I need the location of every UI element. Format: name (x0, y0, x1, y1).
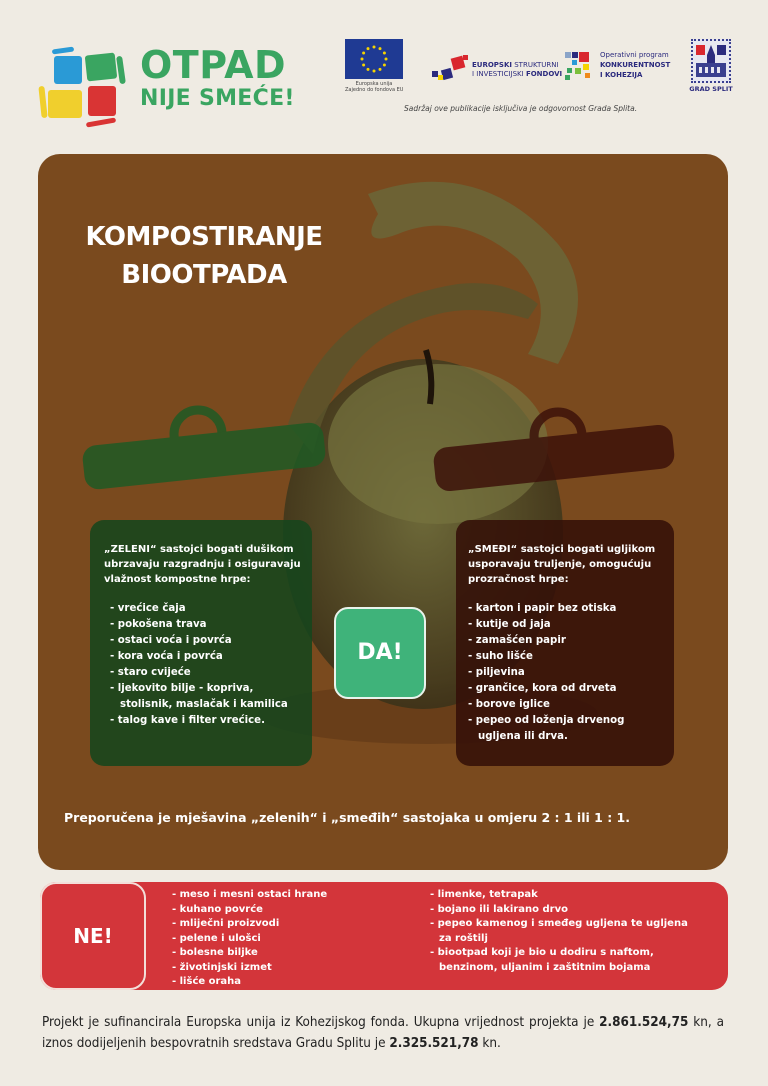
green-intro: „ZELENI“ sastojci bogati dušikom ubrzavaju razgradnju i osiguravaju vlažnost kompostne hrpe: (104, 544, 301, 585)
funding-statement (42, 1012, 724, 1054)
title-line-1: KOMPOSTIRANJE (85, 222, 323, 252)
footer-text-1: Projekt je sufinancirala Europska unija iz Kohezijskog fonda. Ukupna vrijednost projekta je (42, 1015, 600, 1030)
list-item: - zamašćen papir (468, 635, 566, 646)
list-item: - limenke, tetrapak (430, 889, 538, 900)
list-item: - bolesne biljke (172, 947, 258, 958)
opkk-line-1: Operativni program (600, 51, 669, 59)
yes-badge: DA! (334, 607, 426, 699)
esif-rest-1: STRUKTURNI (512, 61, 559, 69)
not-allowed-section (40, 882, 728, 990)
recycling-bins-icon (38, 36, 136, 128)
opkk-squares-icon (563, 50, 597, 82)
list-item-continuation: za roštilj (439, 932, 488, 944)
list-item: - meso i mesni ostaci hrane (172, 889, 328, 900)
grant-value: 2.325.521,78 (389, 1036, 479, 1051)
list-item: - životinjski izmet (172, 961, 272, 973)
list-item (430, 932, 688, 947)
list-item: - grančice, kora od drveta (468, 683, 617, 694)
opkk-line-2: KONKURENTNOST (600, 61, 671, 69)
esif-rest-2: I INVESTICIJSKI (472, 70, 526, 78)
brown-intro: „SMEĐI“ sastojci bogati ugljikom usporavaju truljenje, omogućuju prozračnost hrpe: (468, 544, 656, 585)
split-coat-of-arms-icon (691, 39, 731, 83)
list-item: - pepeo kamenog i smeđeg ugljena te ugljena (430, 918, 688, 929)
esif-squares-icon (430, 55, 470, 85)
opkk-line-3: I KOHEZIJA (600, 71, 643, 79)
composting-panel (38, 154, 728, 870)
list-item: - pokošena trava (110, 619, 207, 630)
list-item (430, 961, 688, 976)
list-item: - bojano ili lakirano drvo (430, 903, 568, 915)
list-item: - kora voća i povrća (110, 651, 223, 662)
list-item (468, 729, 664, 745)
green-ingredients-box (90, 520, 312, 766)
esif-bold-2: FONDOVI (525, 70, 563, 78)
footer-text-3: kn. (478, 1036, 501, 1051)
list-item: - lišće oraha (172, 976, 242, 987)
esif-bold-1: EUROPSKI (472, 61, 513, 69)
not-allowed-list-1 (172, 888, 327, 990)
list-item: - talog kave i filter vrećice. (110, 715, 265, 726)
list-item: - kutije od jaja (468, 619, 551, 630)
list-item: - piljevina (468, 667, 525, 678)
list-item: - mliječni proizvodi (172, 918, 280, 929)
mix-recommendation: Preporučena je mješavina „zelenih“ i „smeđih“ sastojaka u omjeru 2 : 1 ili 1 : 1. (64, 810, 630, 825)
logo-wordmark (140, 44, 295, 112)
logo-line-2: NIJE SMEĆE! (140, 86, 295, 111)
list-item-continuation: stolisnik, maslačak i kamilica (120, 699, 288, 710)
list-item (104, 697, 302, 713)
opkk-logo (563, 50, 683, 86)
list-item: - staro cvijeće (110, 667, 191, 678)
list-item: - biootpad koji je bio u dodiru s naftom, (430, 947, 654, 958)
page-title (74, 218, 334, 294)
eu-flag-icon (345, 39, 403, 79)
no-badge: NE! (40, 882, 146, 990)
not-allowed-list-2 (430, 888, 688, 975)
grad-split-logo (689, 39, 733, 97)
disclaimer: Sadržaj ove publikacije isključiva je odgovornost Grada Splita. (404, 104, 638, 113)
title-line-2: BIOOTPADA (121, 260, 287, 290)
esif-logo (430, 55, 563, 85)
eu-caption-line-2: Zajedno do fondova EU (345, 87, 404, 93)
brown-ingredients-list (468, 601, 664, 745)
list-item-continuation: benzinom, uljanim i zaštitnim bojama (439, 961, 651, 973)
footer-text-2: kn, a iznos dodijeljenih bespovratnih sredstava Gradu Splitu je (42, 1015, 724, 1051)
list-item: - pelene i ulošci (172, 932, 261, 944)
list-item: - vrećice čaja (110, 603, 186, 614)
split-caption: GRAD SPLIT (689, 85, 733, 93)
opkk-text (600, 50, 670, 80)
list-item: - ljekovito bilje - kopriva, (110, 683, 254, 694)
eu-caption-line-1: Europska unija (355, 81, 393, 87)
otpad-nije-smece-logo (38, 36, 308, 128)
brown-ingredients-box (456, 520, 674, 766)
eu-caption (345, 81, 403, 93)
list-item: - borove iglice (468, 699, 550, 710)
project-total-value: 2.861.524,75 (599, 1015, 689, 1030)
list-item: - pepeo od loženja drvenog (468, 715, 625, 726)
logo-line-1: OTPAD (140, 43, 287, 87)
eu-logo (345, 39, 403, 95)
esif-text (472, 61, 562, 79)
list-item: - kuhano povrće (172, 903, 263, 915)
list-item: - ostaci voća i povrća (110, 635, 232, 646)
list-item: - karton i papir bez otiska (468, 603, 617, 614)
list-item-continuation: ugljena ili drva. (478, 731, 568, 742)
list-item: - suho lišće (468, 651, 533, 662)
green-ingredients-list (104, 601, 302, 729)
